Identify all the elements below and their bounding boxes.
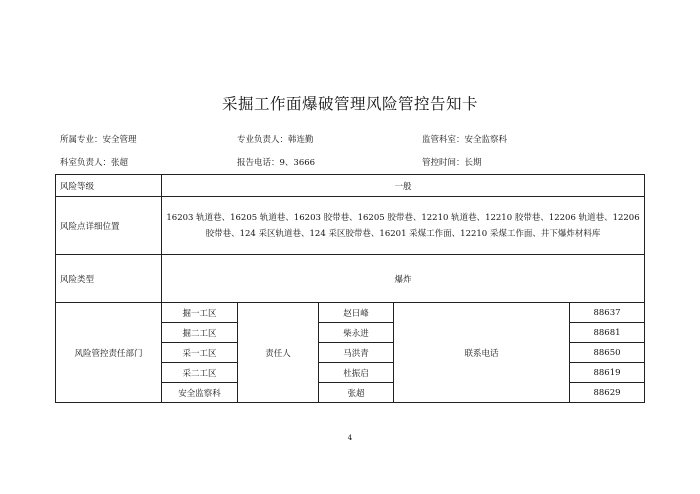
risk-type-label: 风险类型 bbox=[56, 255, 162, 303]
dept-phone: 88637 bbox=[570, 303, 645, 323]
dept-phone: 88681 bbox=[570, 323, 645, 343]
phone-label: 联系电话 bbox=[394, 303, 570, 403]
dept-unit: 采一工区 bbox=[162, 343, 238, 363]
meta-major: 所属专业：安全管理 bbox=[60, 135, 137, 145]
dept-person: 柴永进 bbox=[319, 323, 394, 343]
dept-unit: 掘二工区 bbox=[162, 323, 238, 343]
page-title: 采掘工作面爆破管理风险管控告知卡 bbox=[221, 95, 478, 113]
dept-unit: 掘一工区 bbox=[162, 303, 238, 323]
dept-label: 风险管控责任部门 bbox=[56, 303, 162, 403]
meta-dept-owner: 科室负责人：张超 bbox=[60, 158, 129, 168]
responsible-label: 责任人 bbox=[238, 303, 319, 403]
dept-unit: 采二工区 bbox=[162, 363, 238, 383]
page-number: 4 bbox=[347, 434, 353, 442]
risk-type-row bbox=[56, 255, 645, 303]
risk-level-row bbox=[56, 175, 645, 197]
risk-card-table bbox=[55, 174, 645, 403]
risk-location-label: 风险点详细位置 bbox=[56, 197, 162, 255]
dept-phone: 88619 bbox=[570, 363, 645, 383]
risk-location-value: 16203 轨道巷、16205 轨道巷、16203 胶带巷、16205 胶带巷、12210 轨道巷、12210 胶带巷、12206 轨道巷、12206 胶带巷、124 采区轨道巷、124 采区胶带巷、16201 采煤工作面、12210 采煤工作面、井下爆炸材料库 bbox=[162, 197, 645, 255]
meta-control-time: 管控时间：长期 bbox=[422, 158, 482, 168]
risk-type-value: 爆炸 bbox=[162, 255, 645, 303]
risk-level-value: 一般 bbox=[162, 175, 645, 197]
risk-level-label: 风险等级 bbox=[56, 175, 162, 197]
dept-person: 赵曰峰 bbox=[319, 303, 394, 323]
meta-major-owner: 专业负责人：韩连勤 bbox=[237, 135, 314, 145]
dept-phone: 88629 bbox=[570, 383, 645, 403]
dept-phone: 88650 bbox=[570, 343, 645, 363]
dept-unit: 安全监察科 bbox=[162, 383, 238, 403]
meta-supervising-dept: 监管科室：安全监察科 bbox=[422, 135, 508, 145]
dept-person: 张超 bbox=[319, 383, 394, 403]
dept-person: 杜振启 bbox=[319, 363, 394, 383]
dept-row bbox=[56, 303, 645, 323]
meta-report-phone: 报告电话：9、3666 bbox=[237, 158, 316, 168]
risk-location-row bbox=[56, 197, 645, 255]
dept-person: 马洪青 bbox=[319, 343, 394, 363]
